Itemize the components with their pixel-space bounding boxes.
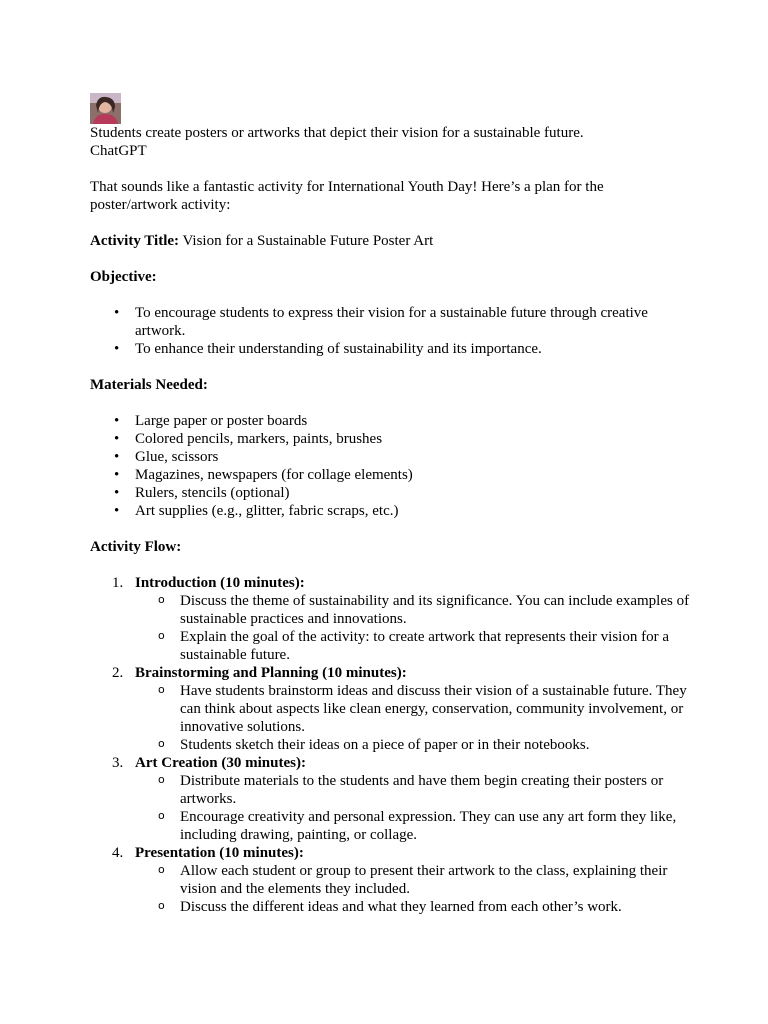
sub-list-item: o Distribute materials to the students and have them begin creating their posters or artworks. xyxy=(158,773,664,807)
objective-list xyxy=(90,304,690,358)
sub-list-item: o Students sketch their ideas on a piece of paper or in their notebooks. xyxy=(158,737,590,753)
materials-heading: Materials Needed: xyxy=(90,377,208,393)
user-avatar xyxy=(90,93,121,124)
sub-list-item: o Allow each student or group to present their artwork to the class, explaining their vision and the elements they included. xyxy=(158,863,668,897)
list-item: • Colored pencils, markers, paints, brushes xyxy=(90,430,690,448)
materials-list xyxy=(90,412,690,520)
activity-flow-heading: Activity Flow: xyxy=(90,539,182,555)
step-title: Art Creation (30 minutes): xyxy=(135,755,306,771)
circle-bullet-icon: o xyxy=(158,863,165,876)
step-sub-list xyxy=(135,592,690,664)
document-content xyxy=(90,93,690,916)
list-item: • Glue, scissors xyxy=(90,448,690,466)
sub-list-item: o Encourage creativity and personal expression. They can use any art form they like, including drawing, painting, or collage. xyxy=(158,809,677,843)
list-item: • Magazines, newspapers (for collage elements) xyxy=(90,466,690,484)
activity-title-label: Activity Title: xyxy=(90,233,180,249)
step-number: 1. xyxy=(112,575,124,591)
circle-bullet-icon: o xyxy=(158,593,165,606)
list-item: • Art supplies (e.g., glitter, fabric scraps, etc.) xyxy=(90,502,690,520)
assistant-name: ChatGPT xyxy=(90,143,147,159)
circle-bullet-icon: o xyxy=(158,773,165,786)
circle-bullet-icon: o xyxy=(158,629,165,642)
activity-flow-list xyxy=(90,574,690,916)
sub-list-item: o Explain the goal of the activity: to create artwork that represents their vision for a sustainable future. xyxy=(158,629,669,663)
list-item: • To encourage students to express their vision for a sustainable future through creative artwork. xyxy=(90,304,690,340)
step-number: 3. xyxy=(112,755,124,771)
step-number: 4. xyxy=(112,845,124,861)
step-title: Introduction (10 minutes): xyxy=(135,575,305,591)
step-sub-list xyxy=(135,772,690,844)
step-title: Brainstorming and Planning (10 minutes): xyxy=(135,665,407,681)
flow-step xyxy=(90,844,690,916)
list-item: • Rulers, stencils (optional) xyxy=(90,484,690,502)
sub-list-item: o Have students brainstorm ideas and discuss their vision of a sustainable future. They can think about aspects like clean energy, conservation, community involvement, or innovative solutions. xyxy=(158,683,687,735)
activity-title-line xyxy=(90,232,690,250)
flow-step xyxy=(90,574,690,664)
flow-step xyxy=(90,664,690,754)
list-item: • To enhance their understanding of sustainability and its importance. xyxy=(90,340,690,358)
step-title: Presentation (10 minutes): xyxy=(135,845,304,861)
step-sub-list xyxy=(135,862,690,916)
user-prompt: Students create posters or artworks that depict their vision for a sustainable future. xyxy=(90,125,584,141)
step-number: 2. xyxy=(112,665,124,681)
circle-bullet-icon: o xyxy=(158,899,165,912)
flow-step xyxy=(90,754,690,844)
circle-bullet-icon: o xyxy=(158,683,165,696)
sub-list-item: o Discuss the different ideas and what they learned from each other’s work. xyxy=(158,899,622,915)
step-sub-list xyxy=(135,682,690,754)
objective-heading: Objective: xyxy=(90,269,157,285)
sub-list-item: o Discuss the theme of sustainability and its significance. You can include examples of sustainable practices and innovations. xyxy=(158,593,690,627)
list-item: • Large paper or poster boards xyxy=(90,412,690,430)
activity-title-value: Vision for a Sustainable Future Poster Art xyxy=(179,233,434,249)
intro-paragraph: That sounds like a fantastic activity for International Youth Day! Here’s a plan for the poster/artwork activity: xyxy=(90,179,604,213)
circle-bullet-icon: o xyxy=(158,737,165,750)
circle-bullet-icon: o xyxy=(158,809,165,822)
